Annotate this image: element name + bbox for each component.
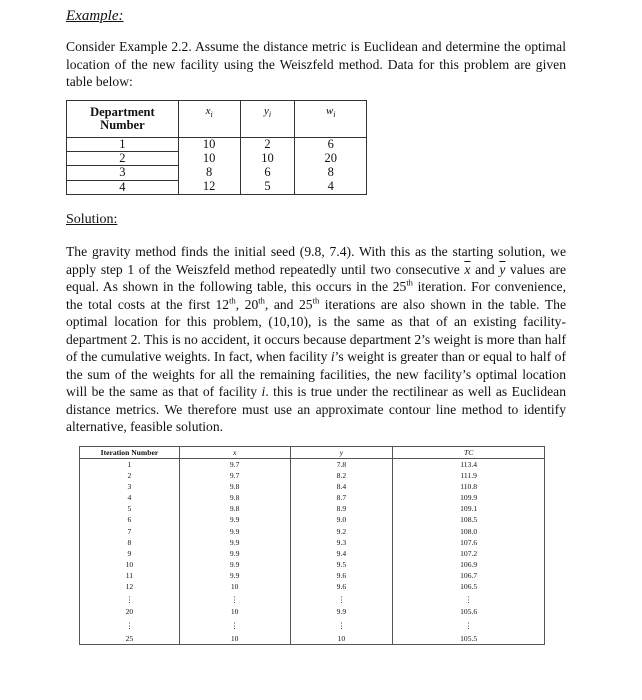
cell-y: 8.7 [290, 492, 393, 503]
cell-y: 2 [240, 138, 295, 152]
table-row [80, 526, 545, 537]
cell-x: 9.9 [179, 526, 290, 537]
cell-y: 9.2 [290, 526, 393, 537]
cell-y: 9.6 [290, 570, 393, 581]
cell-x: 10 [178, 138, 240, 152]
cell-iteration: 9 [80, 548, 180, 559]
cell-x: 9.9 [179, 548, 290, 559]
table-row [80, 633, 545, 645]
table-row [80, 581, 545, 592]
ellipsis: ⋮ [80, 617, 180, 633]
cell-tc: 105.6 [393, 606, 545, 617]
cell-x: 10 [179, 606, 290, 617]
ellipsis: ⋮ [290, 617, 393, 633]
cell-iteration: 1 [80, 459, 180, 471]
cell-iteration: 8 [80, 537, 180, 548]
cell-y: 9.0 [290, 514, 393, 525]
cell-iteration: 20 [80, 606, 180, 617]
table-row [80, 548, 545, 559]
cell-tc: 107.2 [393, 548, 545, 559]
cell-y: 9.6 [290, 581, 393, 592]
cell-tc: 111.9 [393, 470, 545, 481]
cell-tc: 107.6 [393, 537, 545, 548]
cell-x: 10 [179, 633, 290, 645]
cell-x: 9.7 [179, 459, 290, 471]
ellipsis: ⋮ [393, 617, 545, 633]
header-y: y [290, 447, 393, 459]
table-row [80, 606, 545, 617]
cell-tc: 106.5 [393, 581, 545, 592]
cell-x: 9.9 [179, 537, 290, 548]
ellipsis-row [80, 617, 545, 633]
table-row [67, 138, 367, 152]
cell-tc: 108.0 [393, 526, 545, 537]
ellipsis: ⋮ [179, 617, 290, 633]
header-tc: TC [393, 447, 545, 459]
table-row [80, 470, 545, 481]
cell-x: 9.9 [179, 570, 290, 581]
header-x: x [179, 447, 290, 459]
cell-iteration: 6 [80, 514, 180, 525]
ellipsis: ⋮ [290, 592, 393, 606]
header-y: $y_i$ [240, 101, 295, 138]
cell-dept: 4 [67, 180, 179, 194]
cell-tc: 106.9 [393, 559, 545, 570]
table-row [80, 481, 545, 492]
cell-y: 10 [240, 152, 295, 166]
cell-tc: 109.9 [393, 492, 545, 503]
cell-x: 10 [179, 581, 290, 592]
cell-tc: 110.8 [393, 481, 545, 492]
header-iteration-number: Iteration Number [80, 447, 180, 459]
table-row [80, 559, 545, 570]
cell-iteration: 25 [80, 633, 180, 645]
cell-w: 8 [295, 166, 367, 180]
table-row [67, 166, 367, 180]
ellipsis: ⋮ [179, 592, 290, 606]
data-table [66, 100, 367, 195]
cell-dept: 2 [67, 152, 179, 166]
cell-iteration: 12 [80, 581, 180, 592]
cell-x: 9.9 [179, 514, 290, 525]
cell-y: 6 [240, 166, 295, 180]
table-row [80, 537, 545, 548]
cell-y: 7.8 [290, 459, 393, 471]
cell-x: 10 [178, 152, 240, 166]
table-row [67, 180, 367, 194]
cell-y: 9.3 [290, 537, 393, 548]
cell-w: 4 [295, 180, 367, 194]
cell-y: 9.9 [290, 606, 393, 617]
table-row [80, 514, 545, 525]
cell-tc: 105.5 [393, 633, 545, 645]
header-department-number: Department Number [67, 101, 179, 138]
example-heading: Example: [66, 8, 124, 24]
table-row [80, 459, 545, 471]
solution-paragraph: The gravity method finds the initial seed (9.8, 7.4). With this as the starting solution, we apply step 1 of the Weiszfeld method repeatedly until two consecutive $\overline{x}$ and $\overline{y}$ values are equal. As shown in the following table, this occurs in the 25th iteration. For convenience, the total costs at the first 12th, 20th, and 25th iterations are also shown in the table. The optimal location for this problem, (10,10), is the same as that of an existing facility-department 2. This is no accident, it occurs because department 2’s weight is more than half of the cumulative weights. In fact, when facility i’s weight is greater than or equal to half of the sum of the weights for all the remaining facilities, the new facility’s optimal location will be the same as that of facility i. this is true under the rectilinear as well as Euclidean distance metrics. We therefore must use an approximate contour line method to identify alternative, feasible solution. [66, 244, 566, 434]
cell-w: 20 [295, 152, 367, 166]
cell-y: 5 [240, 180, 295, 194]
cell-x: 12 [178, 180, 240, 194]
solution-heading: Solution: [66, 212, 118, 227]
cell-dept: 3 [67, 166, 179, 180]
cell-iteration: 11 [80, 570, 180, 581]
cell-iteration: 3 [80, 481, 180, 492]
cell-y: 9.5 [290, 559, 393, 570]
cell-iteration: 7 [80, 526, 180, 537]
table-row [80, 570, 545, 581]
intro-paragraph: Consider Example 2.2. Assume the distance metric is Euclidean and determine the optimal location of the new facility using the Weiszfeld method. Data for this problem are given table below: [66, 39, 566, 89]
table-row [80, 503, 545, 514]
cell-y: 8.2 [290, 470, 393, 481]
cell-y: 8.9 [290, 503, 393, 514]
cell-iteration: 4 [80, 492, 180, 503]
cell-tc: 113.4 [393, 459, 545, 471]
ellipsis-row [80, 592, 545, 606]
cell-y: 8.4 [290, 481, 393, 492]
ellipsis: ⋮ [80, 592, 180, 606]
cell-x: 9.8 [179, 492, 290, 503]
table-row [80, 492, 545, 503]
cell-tc: 106.7 [393, 570, 545, 581]
iteration-table [79, 446, 545, 645]
cell-y: 9.4 [290, 548, 393, 559]
cell-tc: 108.5 [393, 514, 545, 525]
ellipsis: ⋮ [393, 592, 545, 606]
cell-x: 9.8 [179, 503, 290, 514]
cell-y: 10 [290, 633, 393, 645]
cell-iteration: 5 [80, 503, 180, 514]
cell-x: 8 [178, 166, 240, 180]
cell-tc: 109.1 [393, 503, 545, 514]
header-w: $w_i$ [295, 101, 367, 138]
cell-x: 9.8 [179, 481, 290, 492]
cell-x: 9.9 [179, 559, 290, 570]
cell-iteration: 2 [80, 470, 180, 481]
header-x: $x_i$ [178, 101, 240, 138]
table-row [67, 152, 367, 166]
cell-w: 6 [295, 138, 367, 152]
cell-x: 9.7 [179, 470, 290, 481]
cell-iteration: 10 [80, 559, 180, 570]
cell-dept: 1 [67, 138, 179, 152]
